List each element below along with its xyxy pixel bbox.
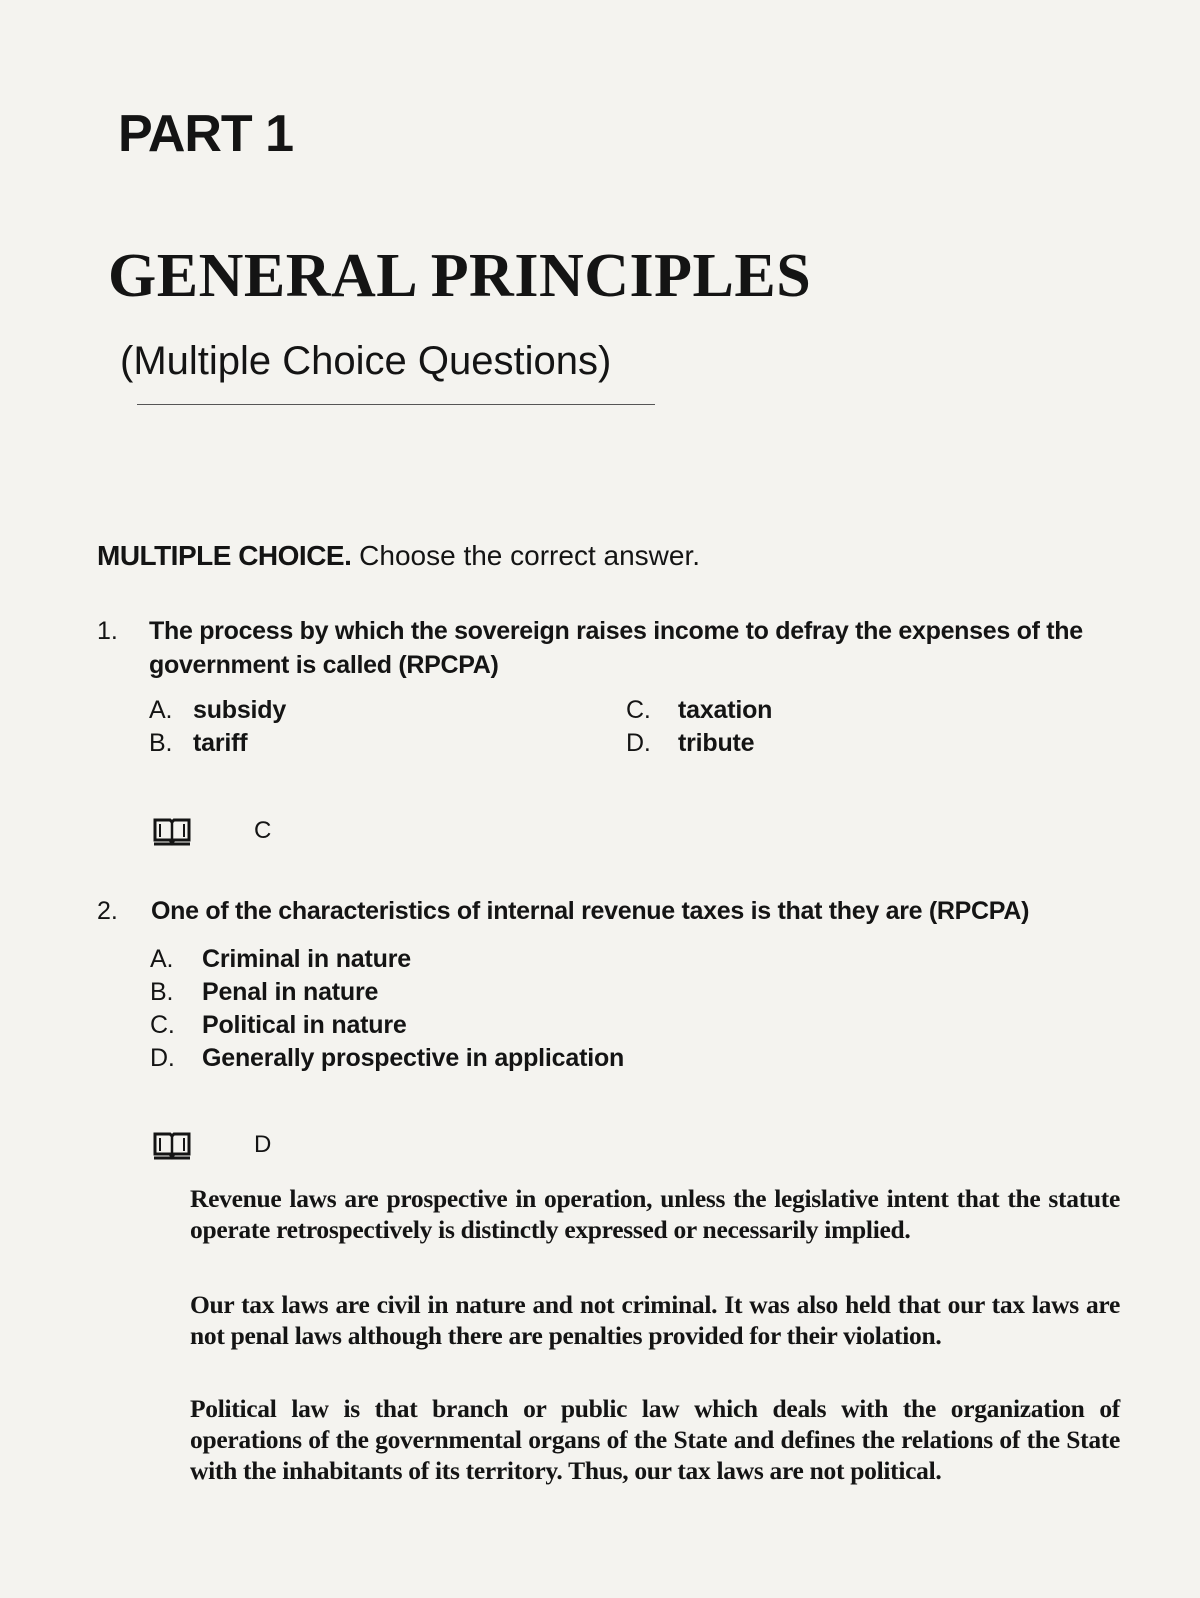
question-1-option-d	[626, 727, 754, 760]
option-letter: A.	[150, 945, 174, 973]
option-letter: C.	[150, 1011, 175, 1039]
question-1-number: 1.	[97, 617, 118, 645]
option-text: Generally prospective in application	[202, 1044, 625, 1072]
question-1-option-b	[149, 727, 247, 760]
option-text: subsidy	[193, 696, 287, 724]
option-text: tribute	[678, 729, 755, 757]
question-1-option-a	[149, 694, 286, 727]
open-book-icon	[152, 1130, 192, 1160]
question-1-text: The process by which the sovereign raises income to defray the expenses of the government is called (RPCPA)	[149, 617, 1083, 679]
question-2-answer: D	[254, 1131, 272, 1158]
instructions-lead: MULTIPLE CHOICE.	[97, 540, 352, 571]
part-title: PART 1	[118, 105, 294, 163]
question-2-option-c	[150, 1009, 407, 1042]
instructions-text: Choose the correct answer.	[359, 540, 700, 571]
title-divider	[137, 404, 655, 405]
option-letter: C.	[626, 696, 651, 724]
option-letter: B.	[149, 729, 173, 757]
explanation-paragraph-3: Political law is that branch or public law which deals with the organization of operations of the governmental organs of the State and defines the relations of the State with the inhabitants of its territory. Thus, our tax laws are not political.	[190, 1394, 1120, 1485]
option-letter: D.	[150, 1044, 175, 1072]
option-letter: A.	[149, 696, 173, 724]
option-text: Political in nature	[202, 1011, 407, 1039]
page-subtitle: (Multiple Choice Questions)	[120, 339, 612, 383]
question-1-option-c	[626, 694, 772, 727]
explanation-paragraph-2: Our tax laws are civil in nature and not criminal. It was also held that our tax laws are not penal laws although there are penalties provided for their violation.	[190, 1290, 1120, 1350]
instructions	[97, 538, 700, 574]
question-2-number: 2.	[97, 897, 118, 925]
option-text: Penal in nature	[202, 978, 379, 1006]
question-1-answer: C	[254, 817, 272, 844]
question-2-option-a	[150, 943, 411, 976]
question-2-option-d	[150, 1042, 624, 1075]
option-text: taxation	[678, 696, 773, 724]
question-2-option-b	[150, 976, 378, 1009]
open-book-icon	[152, 816, 192, 846]
option-text: tariff	[193, 729, 248, 757]
option-letter: D.	[626, 729, 651, 757]
option-letter: B.	[150, 978, 174, 1006]
explanation-paragraph-1: Revenue laws are prospective in operation, unless the legislative intent that the statute operate retrospectively is distinctly expressed or necessarily implied.	[190, 1184, 1120, 1244]
question-2-text: One of the characteristics of internal revenue taxes is that they are (RPCPA)	[151, 897, 1030, 925]
option-text: Criminal in nature	[202, 945, 411, 973]
page-title: GENERAL PRINCIPLES	[108, 242, 812, 310]
